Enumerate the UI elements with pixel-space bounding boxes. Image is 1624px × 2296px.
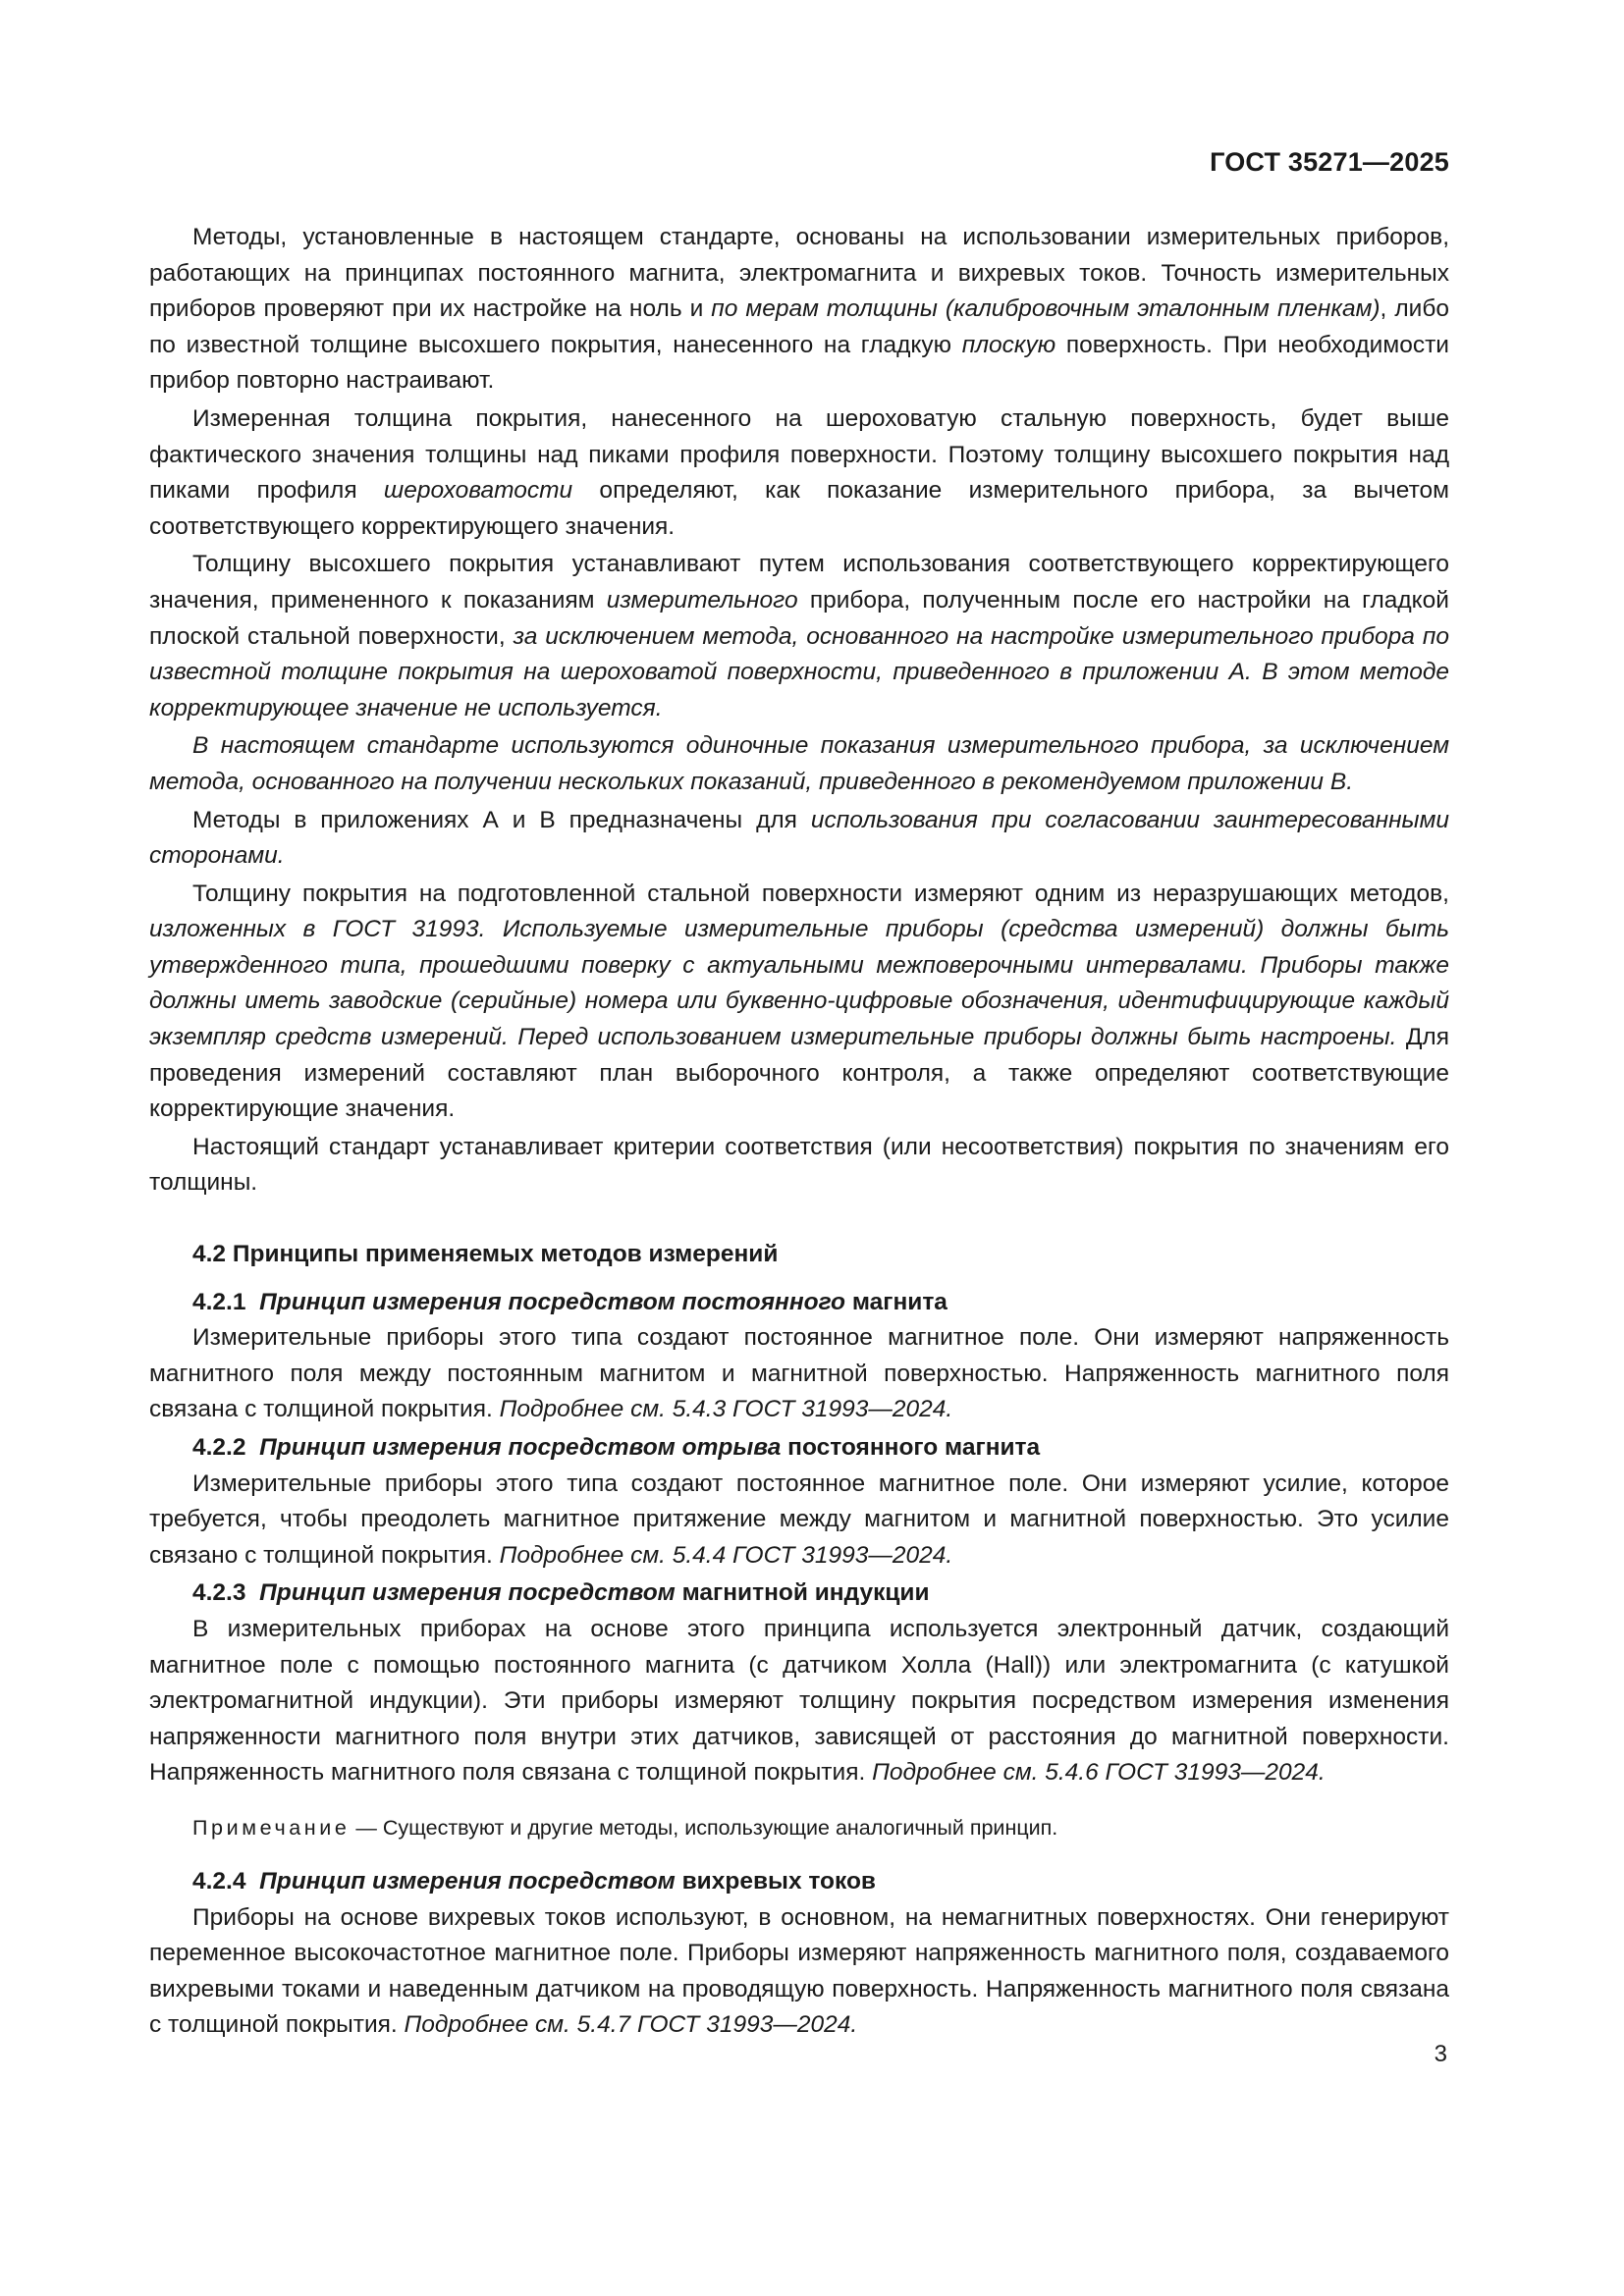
italic-text: Подробнее см. 5.4.4 ГОСТ 31993—2024. [499, 1541, 953, 1569]
subsection-title-italic: Принцип измерения посредством отрыва [259, 1434, 782, 1461]
text-run: Приборы на основе вихревых токов используют, в основном, на немагнитных поверхностях. Они генерируют переменное высокочастотное магнитное поле. Приборы измеряют напряженность магнитного поля, создаваемого вихревыми токами и наведенным датчиком на проводящую поверхность. Напряженность магнитного поля связана с толщиной покрытия. [149, 1903, 1449, 2039]
note [192, 1813, 1449, 1842]
italic-text: по мерам толщины (калибровочным эталонным пленкам) [711, 295, 1380, 323]
intro-paragraph [149, 1130, 1449, 1201]
subsection-number: 4.2.3 [192, 1579, 246, 1607]
subsection-heading-4-2-4 [149, 1864, 1449, 1900]
section-heading-4-2: 4.2 Принципы применяемых методов измерений [192, 1241, 779, 1268]
italic-text: Подробнее см. 5.4.3 ГОСТ 31993—2024. [499, 1396, 953, 1423]
italic-text: измерительного [606, 586, 798, 614]
subsection-title-italic: Принцип измерения посредством [259, 1867, 676, 1895]
document-header: ГОСТ 35271—2025 [1210, 147, 1449, 177]
intro-paragraph [149, 547, 1449, 726]
note-label: Примечание [192, 1815, 351, 1840]
subsection-title-italic: Принцип измерения посредством постоянного [259, 1288, 846, 1315]
subsection-heading-4-2-2 [149, 1430, 1449, 1467]
intro-paragraph [149, 877, 1449, 1128]
subsection-number: 4.2.4 [192, 1867, 246, 1895]
italic-text: В настоящем стандарте используются одиночные показания измерительного прибора, за исключением метода, основанного на получении нескольких показаний, приведенного в рекомендуемом приложении В. [149, 732, 1449, 795]
intro-paragraph [149, 401, 1449, 545]
intro-paragraph [149, 803, 1449, 875]
subsection-title-rest: постоянного магнита [781, 1434, 1041, 1461]
subsection-paragraph [149, 1900, 1449, 2044]
subsection-heading-4-2-1 [149, 1285, 1449, 1321]
subsection-paragraph [149, 1467, 1449, 1575]
text-run: Измерительные приборы этого типа создают постоянное магнитное поле. Они измеряют усилие, которое требуется, чтобы преодолеть магнитное притяжение между магнитом и магнитной поверхностью. Это усилие связано с толщиной покрытия. [149, 1469, 1449, 1569]
text-run: Для проведения измерений составляют план выборочного контроля, а также определяют соответствующие корректирующие значения. [149, 1024, 1449, 1123]
subsection-title-rest: магнита [845, 1288, 947, 1315]
subsection-paragraph [149, 1320, 1449, 1428]
text-run: В измерительных приборах на основе этого принципа используется электронный датчик, создающий магнитное поле с помощью постоянного магнита (с датчиком Холла (Hall)) или электромагнита (с катушкой электромагнитной индукции). Эти приборы измеряют толщину покрытия посредством измерения изменения напряженности магнитного поля внутри этих датчиков, зависящей от расстояния до магнитной поверхности. Напряженность магнитного поля связана с толщиной покрытия. [149, 1615, 1449, 1787]
text-run: определяют, как показание измерительного прибора, за вычетом соответствующего корректирующего значения. [149, 477, 1450, 540]
subsection-title-rest: вихревых токов [675, 1867, 876, 1895]
italic-text: изложенных в ГОСТ 31993. Используемые измерительные приборы (средства измерений) должны быть утвержденного типа, прошедшими поверку с актуальными межповерочными интервалами. Приборы также должны иметь заводские (серийные) номера или буквенно-цифровые обозначения, идентифицирующие каждый экземпляр средств измерений. Перед использованием измерительные приборы должны быть настроены. [149, 916, 1449, 1051]
text-run: , либо по известной толщине высохшего покрытия, нанесенного на гладкую [149, 295, 1449, 358]
subsection-number: 4.2.1 [192, 1288, 246, 1315]
document-body [149, 220, 1449, 2046]
text-run: Измеренная толщина покрытия, нанесенного на шероховатую стальную поверхность, будет выше фактического значения толщины над пиками профиля поверхности. Поэтому толщину высохшего покрытия над пиками профиля [149, 404, 1449, 505]
page-number: 3 [1434, 2041, 1447, 2067]
text-run: Методы, установленные в настоящем стандарте, основаны на использовании измерительных приборов, работающих на принципах постоянного магнита, электромагнита и вихревых токов. Точность измерительных приборов проверяют при их настройке на ноль и [149, 224, 1449, 323]
italic-text: за исключением метода, основанного на настройке измерительного прибора по известной толщине покрытия на шероховатой поверхности, приведенного в приложении А. В этом методе корректирующее значение не используется. [149, 622, 1449, 721]
italic-text: использования при согласовании заинтересованными сторонами. [149, 806, 1449, 870]
text-run: Толщину покрытия на подготовленной стальной поверхности измеряют одним из неразрушающих методов, [192, 880, 1449, 907]
subsection-number: 4.2.2 [192, 1434, 246, 1461]
text-run: Измерительные приборы этого типа создают постоянное магнитное поле. Они измеряют напряженность магнитного поля между постоянным магнитом и магнитной поверхностью. Напряженность магнитного поля связана с толщиной покрытия. [149, 1324, 1449, 1423]
text-run: Методы в приложениях А и В предназначены для [192, 806, 811, 833]
text-run: поверхность. При необходимости прибор повторно настраивают. [149, 331, 1449, 395]
subsection-heading-4-2-3 [149, 1575, 1449, 1612]
text-run: Толщину высохшего покрытия устанавливают путем использования соответствующего корректирующего значения, примененного к показаниям [149, 551, 1449, 614]
subsection-title-rest: магнитной индукции [675, 1579, 930, 1607]
intro-paragraph [149, 220, 1449, 400]
text-run: прибора, полученным после его настройки на гладкой плоской стальной поверхности, [149, 586, 1449, 650]
italic-text: шероховатости [383, 477, 573, 505]
subsection-title-italic: Принцип измерения посредством [259, 1579, 676, 1607]
subsection-paragraph [149, 1612, 1449, 1791]
italic-text: плоскую [961, 331, 1056, 358]
text-run: Настоящий стандарт устанавливает критерии соответствия (или несоответствия) покрытия по значениям его толщины. [149, 1133, 1449, 1197]
note-text: — Существуют и другие методы, использующие аналогичный принцип. [350, 1815, 1058, 1840]
italic-text: Подробнее см. 5.4.6 ГОСТ 31993—2024. [872, 1759, 1326, 1787]
intro-paragraph [149, 728, 1449, 800]
italic-text: Подробнее см. 5.4.7 ГОСТ 31993—2024. [404, 2011, 858, 2039]
